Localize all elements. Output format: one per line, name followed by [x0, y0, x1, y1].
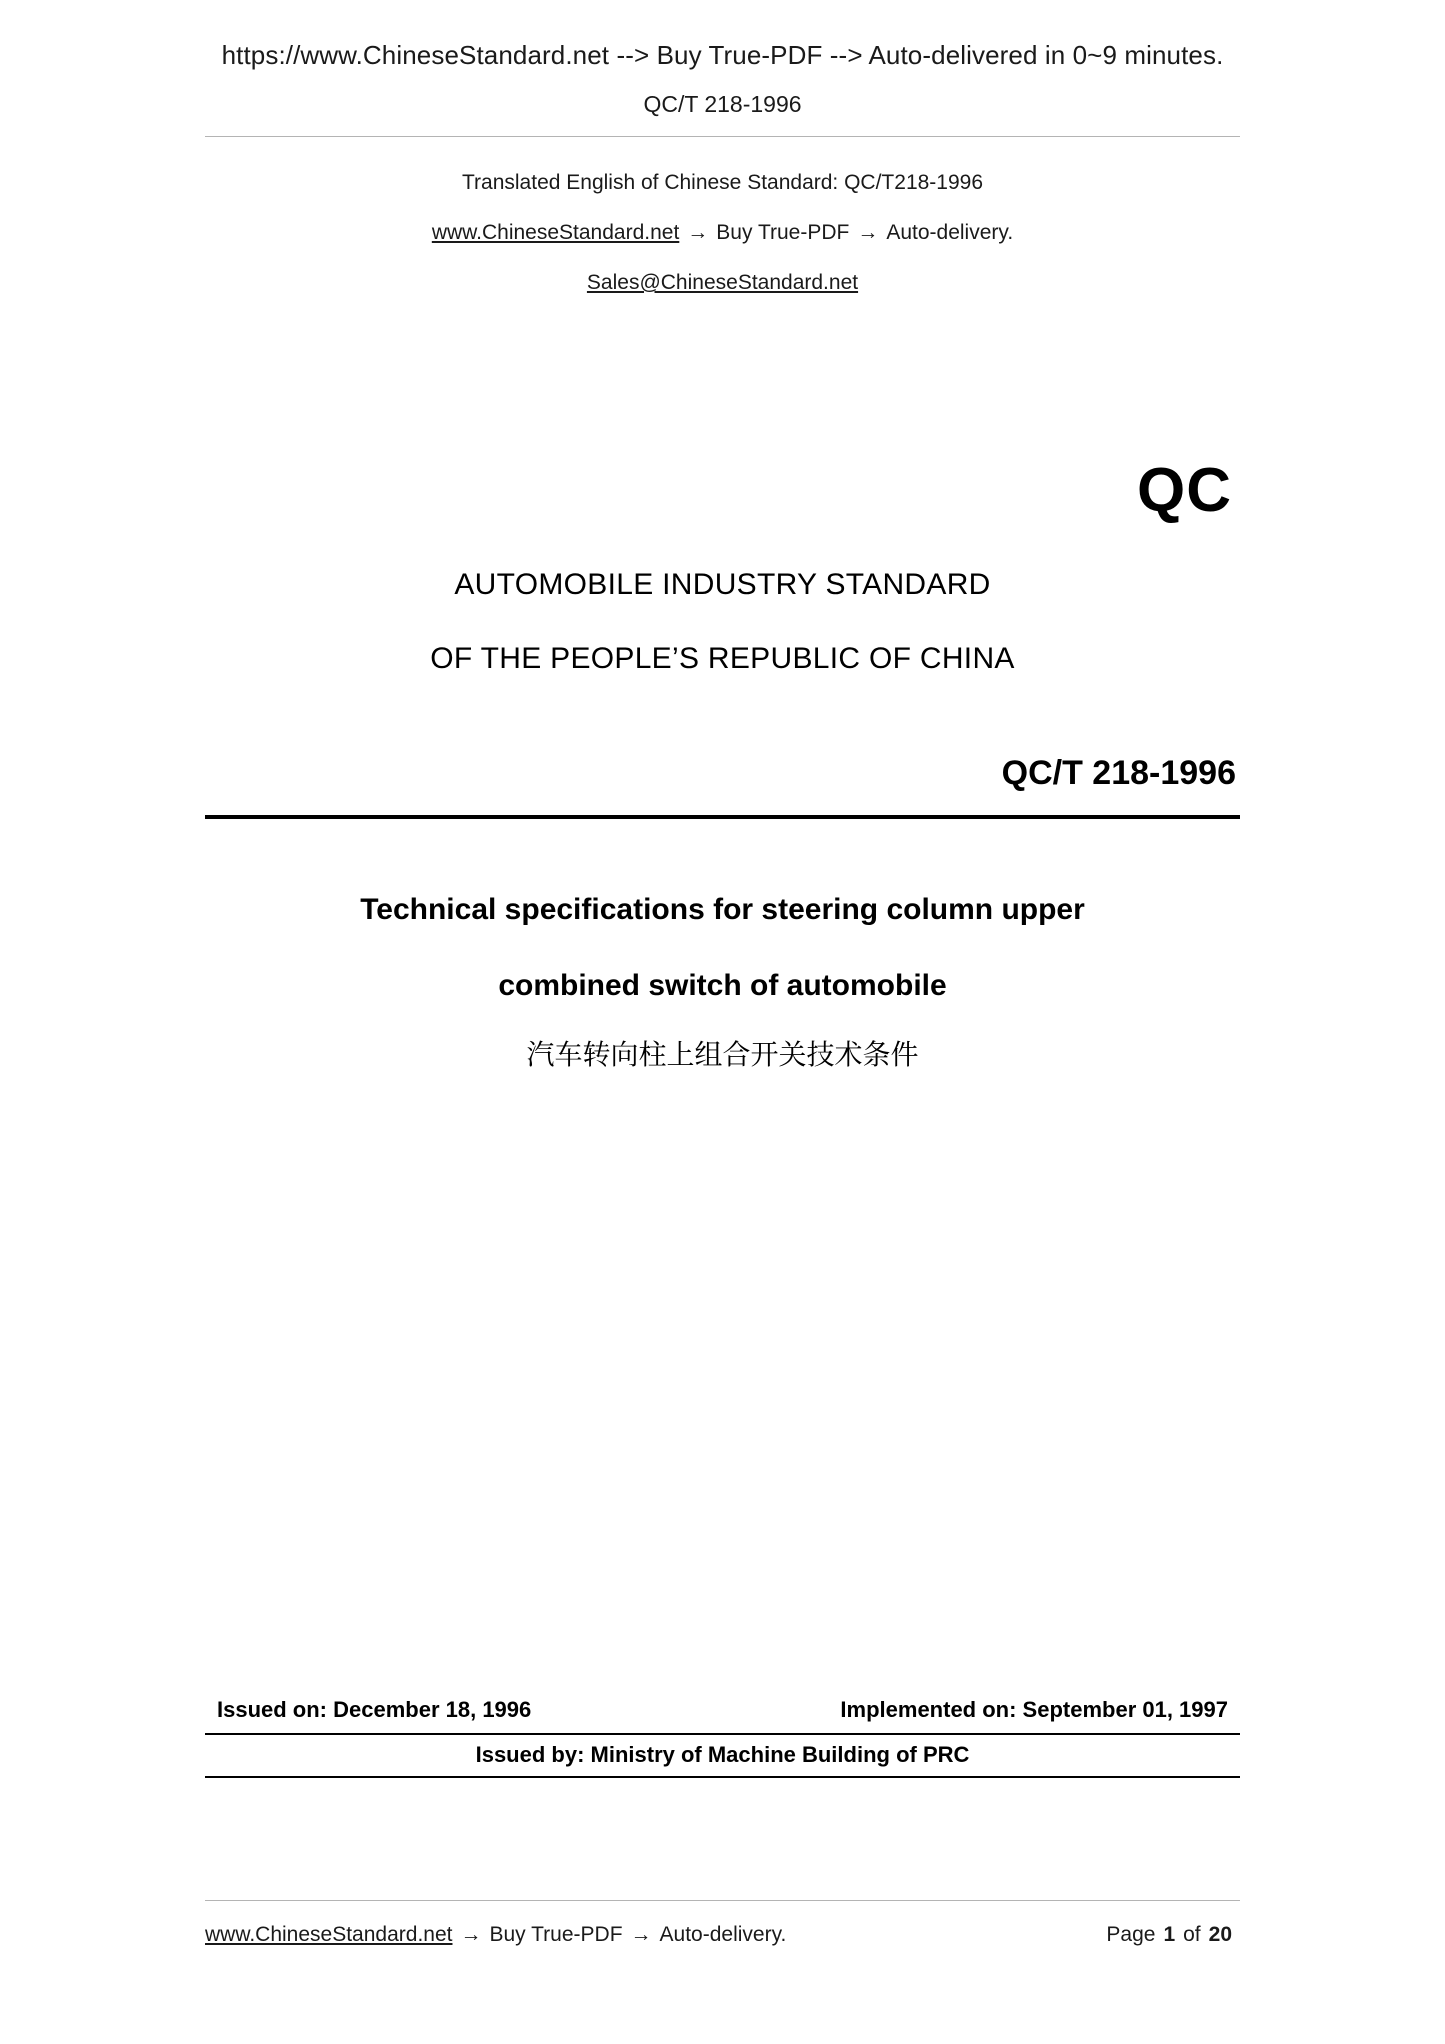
footer-arrow-icon: → — [460, 1923, 482, 1946]
standard-title-en-line-1: Technical specifications for steering column upper — [360, 893, 1085, 926]
total-pages: 20 — [1208, 1923, 1232, 1946]
document-code: QC/T 218-1996 — [643, 91, 802, 117]
standard-title-cn: 汽车转向柱上组合开关技术条件 — [526, 1038, 919, 1071]
translated-standard-line: Translated English of Chinese Standard: QC/T218-1996 — [461, 171, 984, 194]
issued-on-label: Issued on: December 18, 1996 — [217, 1697, 532, 1722]
title-divider — [205, 815, 1240, 819]
sales-email-link[interactable]: Sales@ChineseStandard.net — [586, 271, 859, 294]
footer-site-link[interactable]: www.ChineseStandard.net — [205, 1923, 453, 1946]
site-link[interactable]: www.ChineseStandard.net — [431, 221, 680, 244]
implemented-on-label: Implemented on: September 01, 1997 — [840, 1697, 1228, 1722]
page-indicator — [1106, 1923, 1240, 1947]
standard-org-line-2: OF THE PEOPLE’S REPUBLIC OF CHINA — [430, 642, 1015, 675]
footer-arrow-icon-2: → — [630, 1923, 652, 1946]
footer-links — [205, 1923, 786, 1947]
sales-email-line — [205, 271, 1240, 295]
standard-number: QC/T 218-1996 — [1001, 754, 1236, 792]
issuance-row — [205, 1697, 1240, 1735]
of-label: of — [1183, 1923, 1201, 1946]
page-footer — [205, 1900, 1240, 1947]
buy-true-pdf-label: Buy True-PDF — [716, 221, 850, 244]
standard-org-line-1: AUTOMOBILE INDUSTRY STANDARD — [454, 568, 991, 601]
header-divider — [205, 136, 1240, 137]
footer-buy-label: Buy True-PDF — [489, 1923, 623, 1946]
footer-delivery-label: Auto-delivery. — [659, 1923, 787, 1946]
purchase-links-line — [205, 221, 1240, 245]
arrow-icon: → — [687, 221, 709, 244]
page-label: Page — [1106, 1923, 1156, 1946]
issued-by-label: Issued by: Ministry of Machine Building of PRC — [205, 1742, 1240, 1778]
page-number: 1 — [1163, 1923, 1176, 1946]
arrow-icon-2: → — [857, 221, 879, 244]
qc-logo-mark: QC — [1137, 456, 1232, 525]
auto-delivery-label: Auto-delivery. — [886, 221, 1014, 244]
standard-title-en-line-2: combined switch of automobile — [498, 969, 947, 1002]
promo-banner: https://www.ChineseStandard.net --> Buy True-PDF --> Auto-delivered in 0~9 minutes. — [221, 40, 1224, 70]
